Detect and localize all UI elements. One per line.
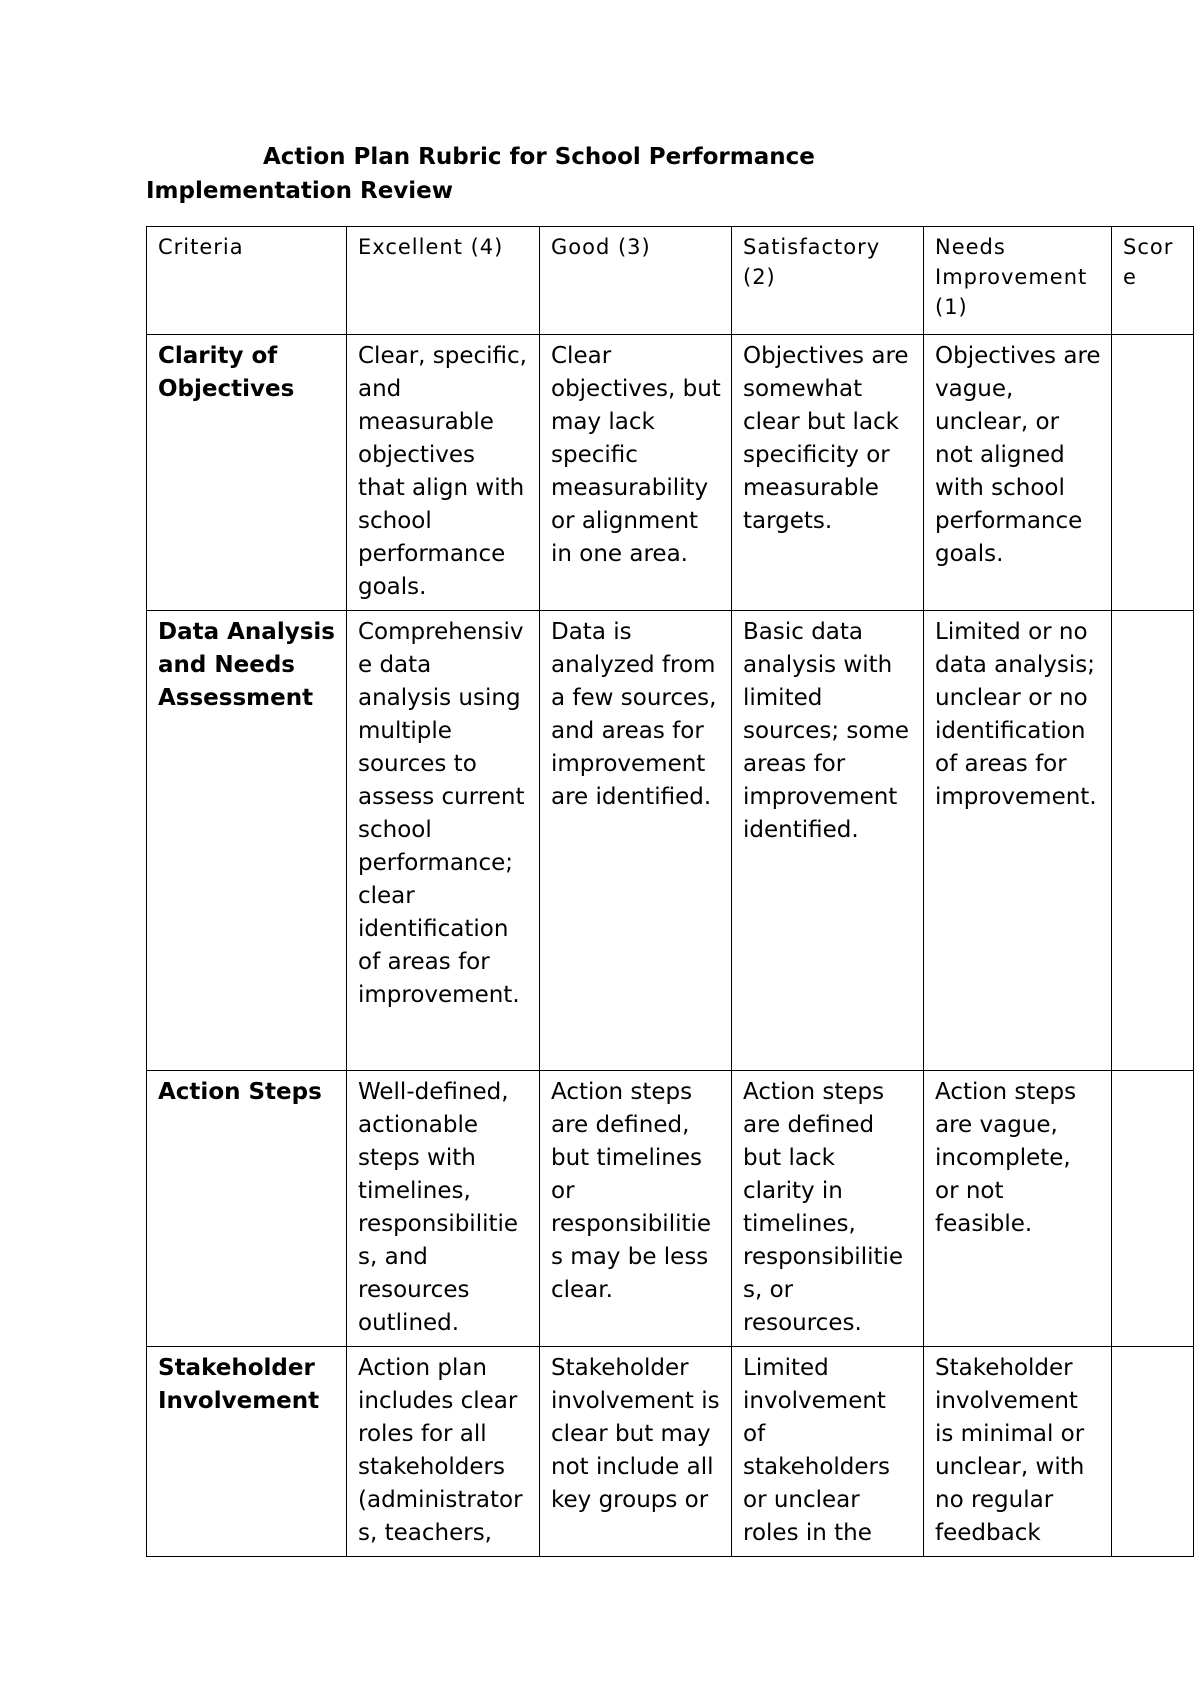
table-row [147, 1071, 1194, 1347]
criteria-cell: Stakeholder Involvement [147, 1347, 347, 1557]
good-cell: Stakeholder involvement is clear but may not include all key groups or [540, 1347, 732, 1557]
score-cell [1112, 611, 1194, 1071]
header-row [147, 227, 1194, 335]
needs-improvement-cell: Action steps are vague, incomplete, or not feasible. [924, 1071, 1112, 1347]
score-cell [1112, 1347, 1194, 1557]
header-criteria: Criteria [147, 227, 347, 335]
score-cell [1112, 335, 1194, 611]
satisfactory-cell: Basic data analysis with limited sources; some areas for improvement identified. [732, 611, 924, 1071]
satisfactory-cell: Action steps are defined but lack clarity in timelines, responsibilities, or resources. [732, 1071, 924, 1347]
score-cell [1112, 1071, 1194, 1347]
needs-improvement-cell: Limited or no data analysis; unclear or no identification of areas for improvement. [924, 611, 1112, 1071]
excellent-cell: Action plan includes clear roles for all stakeholders (administrators, teachers, [347, 1347, 540, 1557]
header-score: Score [1112, 227, 1194, 335]
header-needs-improvement: Needs Improvement (1) [924, 227, 1112, 335]
good-cell: Action steps are defined, but timelines or responsibilities may be less clear. [540, 1071, 732, 1347]
table-row [147, 1347, 1194, 1557]
rubric-table [146, 226, 1194, 1557]
excellent-cell: Well-defined, actionable steps with timelines, responsibilities, and resources outlined. [347, 1071, 540, 1347]
header-good: Good (3) [540, 227, 732, 335]
title-line-2: Implementation Review [146, 178, 454, 204]
excellent-cell: Clear, specific, and measurable objectives that align with school performance goals. [347, 335, 540, 611]
header-excellent: Excellent (4) [347, 227, 540, 335]
table-row [147, 611, 1194, 1071]
satisfactory-cell: Limited involvement of stakeholders or unclear roles in the [732, 1347, 924, 1557]
good-cell: Data is analyzed from a few sources, and areas for improvement are identified. [540, 611, 732, 1071]
satisfactory-cell: Objectives are somewhat clear but lack specificity or measurable targets. [732, 335, 924, 611]
excellent-cell: Comprehensive data analysis using multiple sources to assess current school performance; clear identification of areas for improvement. [347, 611, 540, 1071]
good-cell: Clear objectives, but may lack specific measurability or alignment in one area. [540, 335, 732, 611]
needs-improvement-cell: Objectives are vague, unclear, or not aligned with school performance goals. [924, 335, 1112, 611]
criteria-cell: Clarity of Objectives [147, 335, 347, 611]
table-row [147, 335, 1194, 611]
document-title [146, 140, 1146, 208]
criteria-cell: Data Analysis and Needs Assessment [147, 611, 347, 1071]
title-line-1: Action Plan Rubric for School Performance [263, 144, 815, 170]
criteria-cell: Action Steps [147, 1071, 347, 1347]
header-satisfactory: Satisfactory (2) [732, 227, 924, 335]
needs-improvement-cell: Stakeholder involvement is minimal or unclear, with no regular feedback [924, 1347, 1112, 1557]
